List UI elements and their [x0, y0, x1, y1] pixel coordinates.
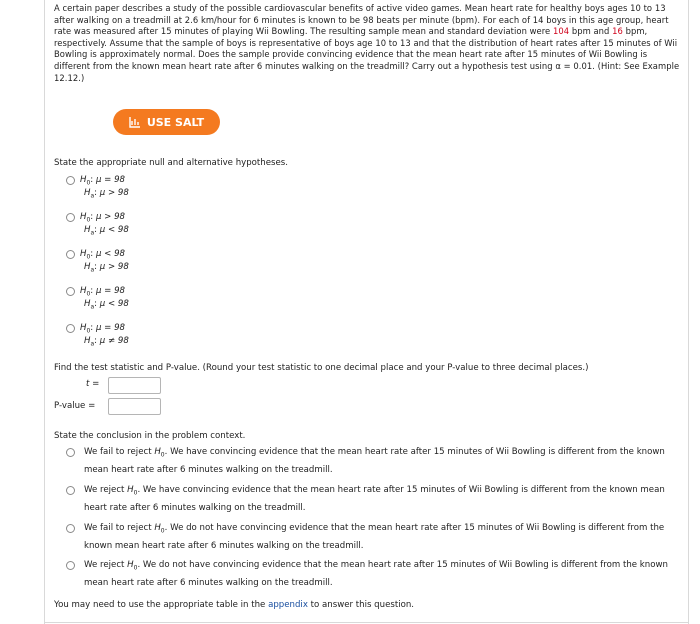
p-value-label: P-value = — [54, 401, 96, 411]
hypothesis-h0-3: $H_0$: μ < 98 — [80, 249, 126, 261]
sample-sd-value: 16 — [612, 26, 623, 37]
sample-mean-value: 104 — [552, 26, 570, 37]
problem-text-part3: bpm, respectively. Assume that the sample of boys is representative of boys age 10 to 13 and that the distribution of heart rates after 15 minutes of Wii Bowling is approximately normal. Does the sample provide convincing evidence that the mean heart rate after 15 minutes of Wii Bowling is different from the known mean heart rate after 6 minutes walking on the treadmill? Carry out a hypothesis test using α = 0.01. (Hint: See Example 12.12.) — [54, 26, 680, 83]
hypothesis-h0-5: $H_0$: μ = 98 — [80, 323, 126, 335]
footer-note — [54, 599, 414, 611]
conclusion-radio-3[interactable] — [66, 524, 75, 533]
footer-text-after: to answer this question. — [310, 600, 415, 610]
panel-bottom-border — [44, 622, 689, 623]
hypothesis-radio-5[interactable] — [66, 324, 75, 333]
t-statistic-input[interactable] — [108, 377, 161, 394]
hypothesis-ha-2: $H_a$: μ < 98 — [84, 225, 129, 237]
hypothesis-ha-1: $H_a$: μ > 98 — [84, 188, 129, 200]
conclusion-radio-1[interactable] — [66, 448, 75, 457]
hypothesis-ha-4: $H_a$: μ < 98 — [84, 299, 129, 311]
panel-right-border — [688, 0, 689, 624]
hypothesis-radio-3[interactable] — [66, 250, 75, 259]
salt-chart-icon — [129, 116, 141, 128]
use-salt-label: USE SALT — [146, 115, 205, 129]
panel-left-border — [44, 0, 45, 624]
conclusion-radio-4[interactable] — [66, 561, 75, 570]
hypothesis-h0-2: $H_0$: μ > 98 — [80, 212, 126, 224]
question-conclusion: State the conclusion in the problem context. — [54, 431, 246, 441]
hypothesis-ha-5: $H_a$: μ ≠ 98 — [84, 336, 129, 348]
use-salt-button[interactable] — [113, 109, 220, 135]
conclusion-text-2: We reject $H_0$. We have convincing evidence that the mean heart rate after 15 minutes of Wii Bowling is different from the known mean heart rate after 6 minutes walking on the treadmill. — [84, 485, 665, 513]
conclusion-text-1: We fail to reject $H_0$. We have convincing evidence that the mean heart rate after 15 minutes of Wii Bowling is different from the known mean heart rate after 6 minutes walking on the treadmill. — [84, 447, 665, 475]
hypothesis-h0-4: $H_0$: μ = 98 — [80, 286, 126, 298]
hypothesis-radio-2[interactable] — [66, 213, 75, 222]
problem-text-part1: A certain paper describes a study of the possible cardiovascular benefits of active video games. Mean heart rate for healthy boys ages 10 to 13 after walking on a treadmill at 2.6 km/hour for 6 minutes is known to be 98 beats per minute (bpm). For each of 14 boys in this age group, heart rate was measured after 15 minutes of playing Wii Bowling. The resulting sample mean and standard deviation were — [54, 3, 669, 37]
problem-text-part2: bpm and — [571, 26, 610, 37]
conclusion-radio-2[interactable] — [66, 486, 75, 495]
hypothesis-h0-1: $H_0$: μ = 98 — [80, 175, 126, 187]
problem-statement — [54, 3, 682, 84]
question-test-statistic: Find the test statistic and P-value. (Round your test statistic to one decimal place and your P-value to three decimal places.) — [54, 363, 589, 373]
conclusion-text-4: We reject $H_0$. We do not have convincing evidence that the mean heart rate after 15 minutes of Wii Bowling is different from the known mean heart rate after 6 minutes walking on the treadmill. — [84, 560, 668, 588]
hypothesis-radio-1[interactable] — [66, 176, 75, 185]
t-label: t = — [86, 379, 100, 389]
question-hypotheses: State the appropriate null and alternative hypotheses. — [54, 158, 289, 168]
appendix-link[interactable]: appendix — [268, 600, 308, 610]
footer-text-before: You may need to use the appropriate table in the — [54, 600, 266, 610]
hypothesis-radio-4[interactable] — [66, 287, 75, 296]
conclusion-text-3: We fail to reject $H_0$. We do not have convincing evidence that the mean heart rate after 15 minutes of Wii Bowling is different from the known mean heart rate after 6 minutes walking on the treadmill. — [84, 523, 665, 551]
p-value-input[interactable] — [108, 398, 161, 415]
hypothesis-ha-3: $H_a$: μ > 98 — [84, 262, 129, 274]
